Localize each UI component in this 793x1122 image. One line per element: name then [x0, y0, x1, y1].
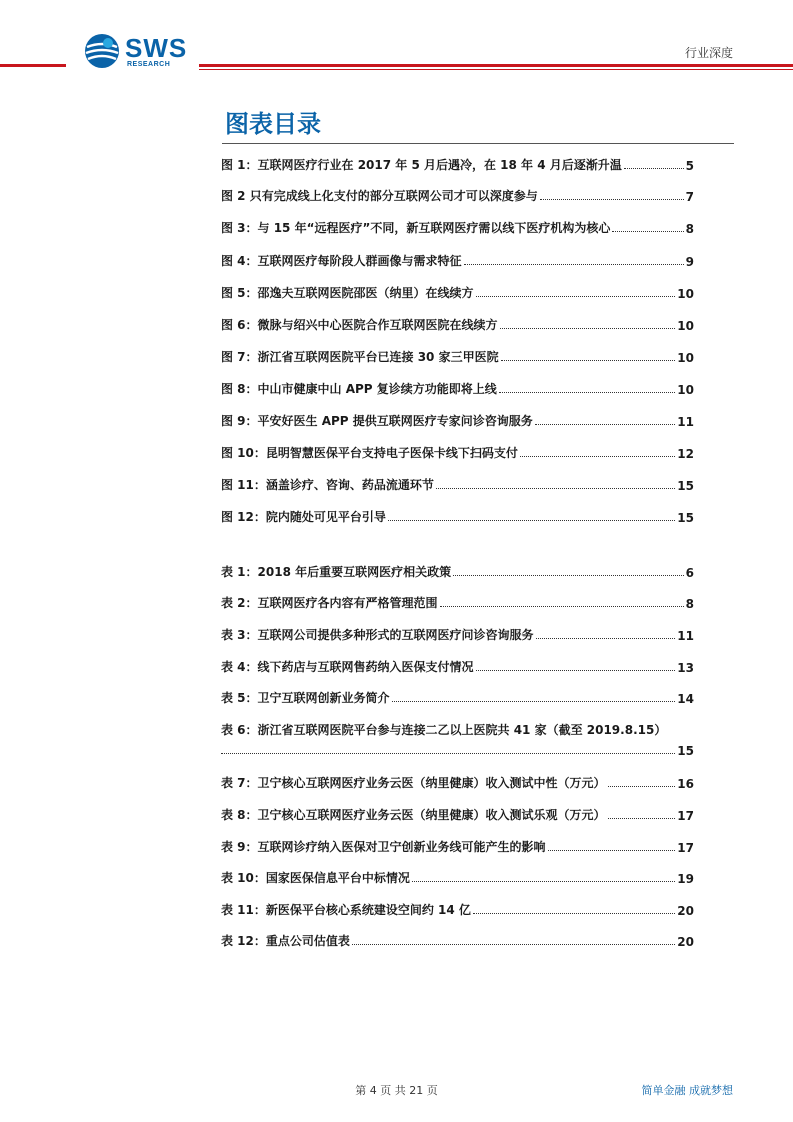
toc-entry-figure[interactable]: [221, 153, 694, 173]
entry-page: 16: [677, 777, 694, 791]
toc-entry-figure[interactable]: [221, 345, 694, 365]
entry-page: 15: [677, 511, 694, 525]
footer-slogan: 简单金融 成就梦想: [641, 1084, 733, 1097]
entry-page: 7: [685, 190, 694, 204]
entry-label: 图 1：互联网医疗行业在 2017 年 5 月后遇冷，在 18 年 4 月后逐渐升温: [221, 158, 622, 172]
page-number: 第 4 页 共 21 页: [355, 1084, 438, 1097]
entry-label: 表 2：互联网医疗各内容有严格管理范围: [221, 596, 438, 610]
entry-label: 图 6：微脉与绍兴中心医院合作互联网医院在线续方: [221, 318, 498, 332]
leader-dots: [436, 488, 675, 489]
header-rule-thin: [199, 69, 793, 70]
entry-page: 14: [677, 692, 694, 706]
entry-label: 图 3：与 15 年“远程医疗”不同，新互联网医疗需以线下医疗机构为核心: [221, 221, 611, 235]
entry-label: 表 7：卫宁核心互联网医疗业务云医（纳里健康）收入测试中性（万元）: [221, 776, 606, 790]
leader-dots: [473, 913, 675, 914]
toc-entry-figure[interactable]: [221, 249, 694, 269]
entry-label: 图 9：平安好医生 APP 提供互联网医疗专家问诊咨询服务: [221, 414, 533, 428]
toc-entry-figure[interactable]: [221, 505, 694, 525]
entry-label: 图 11：涵盖诊疗、咨询、药品流通环节: [221, 478, 434, 492]
entry-label: 图 4：互联网医疗每阶段人群画像与需求特征: [221, 254, 462, 268]
leader-dots: [608, 818, 676, 819]
entry-label: 表 5：卫宁互联网创新业务简介: [221, 691, 390, 705]
entry-label: 表 8：卫宁核心互联网医疗业务云医（纳里健康）收入测试乐观（万元）: [221, 808, 606, 822]
toc-entry-figure[interactable]: [221, 184, 694, 204]
entry-label: 图 7：浙江省互联网医院平台已连接 30 家三甲医院: [221, 350, 499, 364]
report-type-label: 行业深度: [684, 46, 733, 60]
header-rule-right: [199, 64, 793, 67]
toc-entry-table[interactable]: [221, 929, 694, 949]
toc-entry-table[interactable]: [221, 560, 694, 580]
entry-page: 11: [677, 415, 694, 429]
toc-entry-table[interactable]: [221, 655, 694, 675]
entry-page: 10: [677, 319, 694, 333]
toc-entry-table[interactable]: [221, 718, 694, 758]
toc-entry-figure[interactable]: [221, 216, 694, 236]
entry-page: 12: [677, 447, 694, 461]
toc-entry-figure[interactable]: [221, 281, 694, 301]
toc-entry-figure[interactable]: [221, 377, 694, 397]
entry-page: 10: [677, 287, 694, 301]
entry-label: 图 5：邵逸夫互联网医院邵医（纳里）在线续方: [221, 286, 474, 300]
toc-entry-table[interactable]: [221, 686, 694, 706]
entry-page: 20: [677, 904, 694, 918]
leader-dots: [453, 575, 684, 576]
leader-dots: [624, 168, 684, 169]
leader-dots: [540, 199, 684, 200]
entry-page: 6: [685, 566, 694, 580]
entry-label: 表 3：互联网公司提供多种形式的互联网医疗问诊咨询服务: [221, 628, 534, 642]
toc-entry-table[interactable]: [221, 835, 694, 855]
entry-label: 图 2 只有完成线上化支付的部分互联网公司才可以深度参与: [221, 189, 538, 203]
entry-page: 19: [677, 872, 694, 886]
leader-dots: [535, 424, 676, 425]
entry-page: 10: [677, 351, 694, 365]
toc-entry-figure[interactable]: [221, 441, 694, 461]
sws-logo: [84, 33, 194, 73]
entry-page: 15: [677, 744, 694, 758]
leader-dots: [476, 670, 676, 671]
leader-dots: [536, 638, 676, 639]
entry-page: 9: [685, 255, 694, 269]
leader-dots: [440, 606, 684, 607]
entry-page: 11: [677, 629, 694, 643]
entry-page: 20: [677, 935, 694, 949]
leader-dots: [501, 360, 676, 361]
entry-label: 表 6：浙江省互联网医院平台参与连接二乙以上医院共 41 家（截至 2019.8.15）: [221, 723, 667, 737]
entry-label: 图 10：昆明智慧医保平台支持电子医保卡线下扫码支付: [221, 446, 518, 460]
entry-page: 5: [685, 159, 694, 173]
leader-dots: [412, 881, 675, 882]
entry-label: 表 11：新医保平台核心系统建设空间约 14 亿: [221, 903, 471, 917]
toc-entry-figure[interactable]: [221, 313, 694, 333]
entry-label: 表 10：国家医保信息平台中标情况: [221, 871, 410, 885]
entry-page: 17: [677, 841, 694, 855]
leader-dots: [352, 944, 675, 945]
entry-page: 8: [685, 222, 694, 236]
entry-page: 10: [677, 383, 694, 397]
entry-label: 表 1：2018 年后重要互联网医疗相关政策: [221, 565, 452, 579]
entry-page: 8: [685, 597, 694, 611]
leader-dots: [392, 701, 676, 702]
entry-page: 13: [677, 661, 694, 675]
toc-entry-table[interactable]: [221, 866, 694, 886]
leader-dots: [612, 231, 683, 232]
leader-dots: [608, 786, 676, 787]
toc-entry-table[interactable]: [221, 771, 694, 791]
sws-globe-icon: [84, 33, 120, 69]
entry-label: 表 12：重点公司估值表: [221, 934, 350, 948]
leader-dots: [476, 296, 676, 297]
toc-entry-table[interactable]: [221, 898, 694, 918]
leader-dots: [500, 328, 676, 329]
leader-dots: [499, 392, 676, 393]
toc-entry-table[interactable]: [221, 803, 694, 823]
leader-dots: [520, 456, 675, 457]
leader-dots: [548, 850, 676, 851]
leader-dots: [221, 753, 675, 754]
toc-entry-table[interactable]: [221, 591, 694, 611]
toc-entry-table[interactable]: [221, 623, 694, 643]
leader-dots: [464, 264, 684, 265]
header-rule-left: [0, 64, 66, 67]
entry-label: 图 12：院内随处可见平台引导: [221, 510, 386, 524]
entry-label: 表 4：线下药店与互联网售药纳入医保支付情况: [221, 660, 474, 674]
logo-text: SWS: [125, 33, 188, 63]
toc-title-divider: [222, 143, 734, 144]
toc-title: 图表目录: [225, 110, 321, 138]
leader-dots: [388, 520, 675, 521]
toc-entry-figure[interactable]: [221, 473, 694, 493]
entry-label: 表 9：互联网诊疗纳入医保对卫宁创新业务线可能产生的影响: [221, 840, 546, 854]
logo-subtext: RESEARCH: [127, 61, 171, 68]
entry-page: 15: [677, 479, 694, 493]
entry-label: 图 8：中山市健康中山 APP 复诊续方功能即将上线: [221, 382, 497, 396]
toc-entry-figure[interactable]: [221, 409, 694, 429]
entry-page: 17: [677, 809, 694, 823]
